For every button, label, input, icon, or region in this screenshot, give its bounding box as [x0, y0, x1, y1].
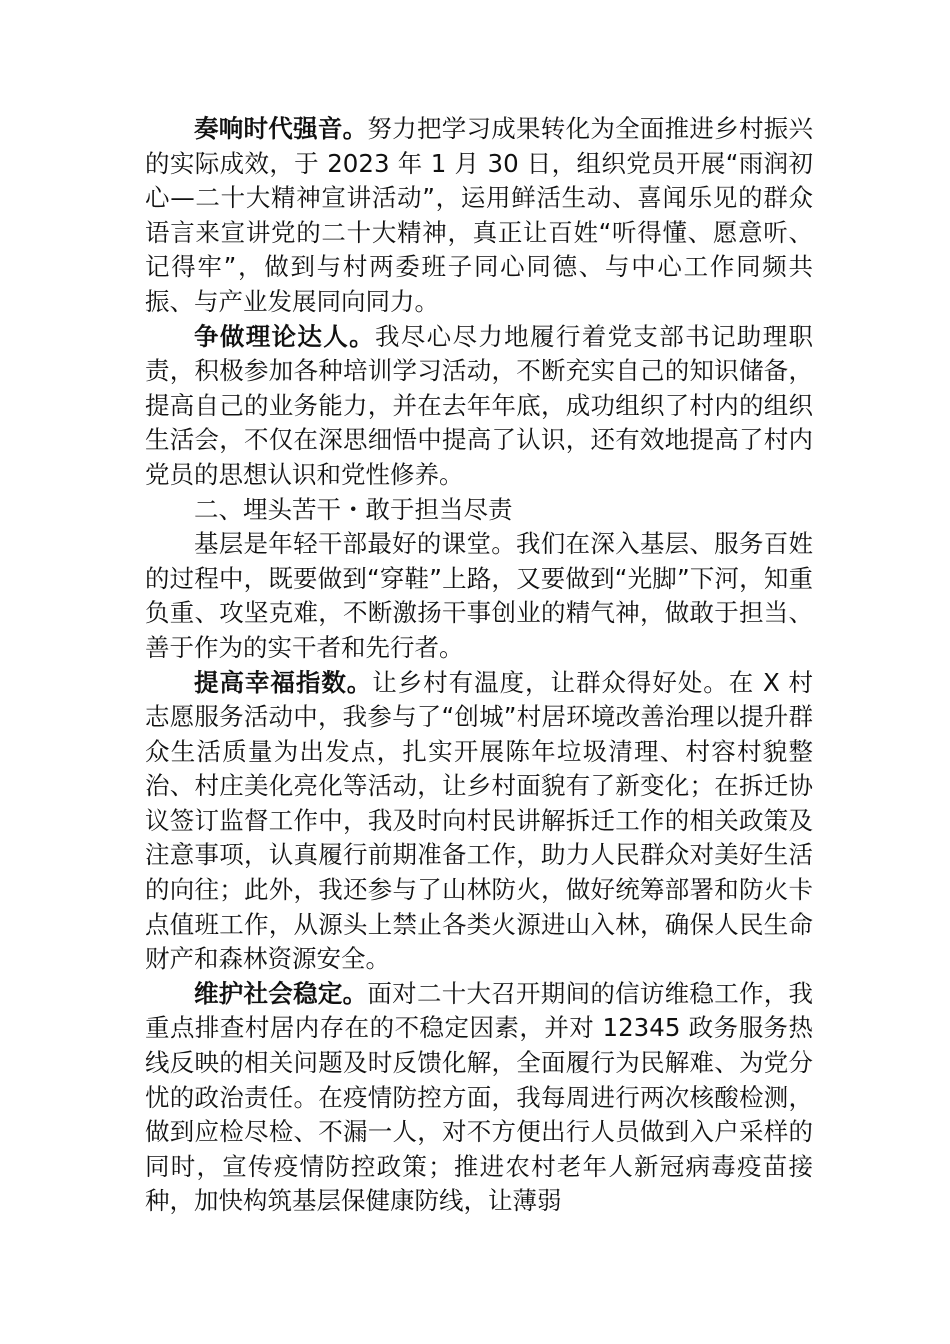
paragraph-3: [145, 527, 813, 665]
paragraph-4: [145, 666, 813, 977]
section-heading-text: 二、埋头苦干・敢于担当尽责: [194, 494, 513, 524]
paragraph-4-text: 让乡村有温度，让群众得好处。在 X 村志愿服务活动中，我参与了“创城”村居环境改善治理以提升群众生活质量为出发点，扎实开展陈年垃圾清理、村容村貌整治、村庄美化亮化等活动，让乡村面貌有了新变化；在拆迁协议签订监督工作中，我及时向村民讲解拆迁工作的相关政策及注意事项，认真履行前期准备工作，助力人民群众对美好生活的向往；此外，我还参与了山林防火，做好统筹部署和防火卡点值班工作，从源头上禁止各类火源进山入林，确保人民生命财产和森林资源安全。: [145, 667, 813, 974]
paragraph-5-text: 面对二十大召开期间的信访维稳工作，我重点排查村居内存在的不稳定因素，并对 12345 政务服务热线反映的相关问题及时反馈化解，全面履行为民解难、为党分忧的政治责任。在疫情防控方面，我每周进行两次核酸检测，做到应检尽检、不漏一人，对不方便出行人员做到入户采样的同时，宣传疫情防控政策；推进农村老年人新冠病毒疫苗接种，加快构筑基层保健康防线，让薄弱: [145, 978, 814, 1216]
paragraph-3-text: 基层是年轻干部最好的课堂。我们在深入基层、服务百姓的过程中，既要做到“穿鞋”上路，又要做到“光脚”下河，知重负重、攻坚克难，不断激扬干事创业的精气神，做敢于担当、善于作为的实干者和先行者。: [145, 529, 813, 662]
section-heading: [145, 493, 813, 528]
paragraph-5-lead: 维护社会稳定。: [194, 978, 368, 1008]
paragraph-2-text: 我尽心尽力地履行着党支部书记助理职责，积极参加各种培训学习活动，不断充实自己的知识储备，提高自己的业务能力，并在去年年底，成功组织了村内的组织生活会，不仅在深思细悟中提高了认识，还有效地提高了村内党员的思想认识和党性修养。: [145, 321, 814, 489]
paragraph-1-text: 努力把学习成果转化为全面推进乡村振兴的实际成效，于 2023 年 1 月 30 日，组织党员开展“雨润初心—二十大精神宣讲活动”，运用鲜活生动、喜闻乐见的群众语言来宣讲党的二十大精神，真正让百姓“听得懂、愿意听、记得牢”，做到与村两委班子同心同德、与中心工作同频共振、与产业发展同向同力。: [145, 114, 814, 316]
paragraph-2-lead: 争做理论达人。: [194, 321, 375, 351]
paragraph-1: [145, 112, 813, 320]
paragraph-4-lead: 提高幸福指数。: [194, 667, 373, 697]
paragraph-1-lead: 奏响时代强音。: [194, 114, 368, 143]
document-body: [145, 112, 813, 1219]
paragraph-5: [145, 977, 813, 1219]
paragraph-2: [145, 320, 813, 493]
